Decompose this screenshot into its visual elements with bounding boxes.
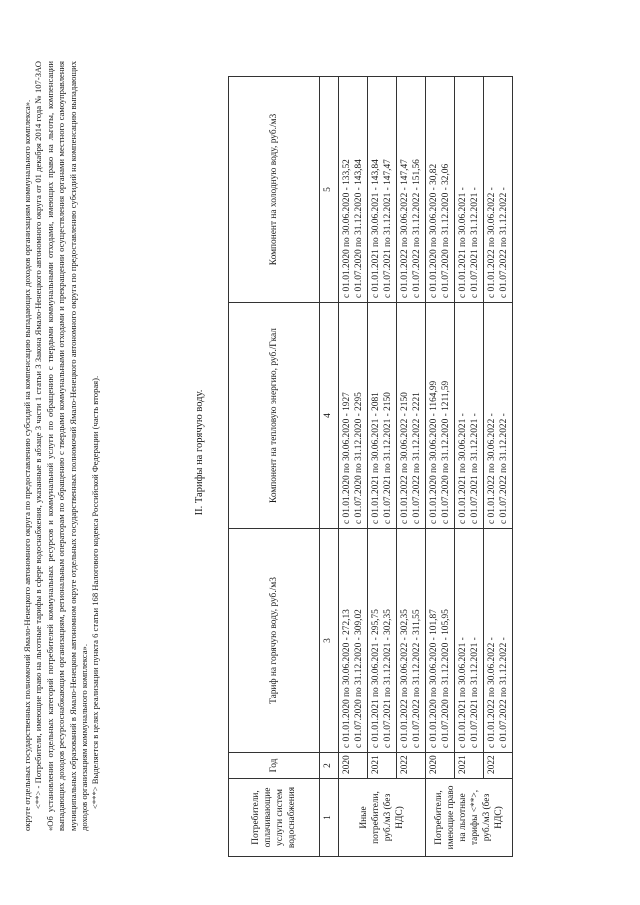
col-number: 1 xyxy=(320,779,339,857)
period-value: с 01.01.2022 по 30.06.2022 - 302,35 xyxy=(400,609,410,748)
period-value: с 01.07.2021 по 31.12.2021 - 147,47 xyxy=(383,159,393,298)
footnote-double-asterisk: <**> - Потребители, имеющие право на льготные тарифы в сфере водоснабжения, указанные в абзаце 3 части 1 статьи 3 Закона Ямало-Ненецкого автономного округа от 01 декабря 2014 года № 107-ЗАО «Об установлении отдельных категорий потребителей коммунальных ресурсов и коммунальной услуги по обращению с твердыми коммунальными отходами, имеющих право на льготы, компенсации выпадающих доходов ресурсоснабжающим организациям, региональным операторам по обращению с твердыми коммунальными отходами и прекращении осуществления органами местного самоуправления муниципальных образований в Ямало-Ненецком автономном округе отдельных государственных полномочий Ямало-Ненецкого автономного округа по предоставлению субсидий на компенсацию выпадающих доходов организациям коммунального комплекса». xyxy=(33,61,90,831)
period-value: с 01.01.2020 по 30.06.2020 - 30,82 xyxy=(429,163,439,298)
period-value: с 01.07.2020 по 31.12.2020 - 105,95 xyxy=(441,609,451,748)
period-value: с 01.07.2022 по 31.12.2022 - xyxy=(499,187,509,298)
heat-component-cell xyxy=(426,303,455,529)
period-value: с 01.07.2020 по 31.12.2020 - 143,84 xyxy=(354,159,364,298)
year-cell: 2022 xyxy=(484,753,513,779)
table-row xyxy=(426,77,455,857)
header-year: Год xyxy=(229,753,320,779)
column-number-row xyxy=(320,77,339,857)
cold-water-component-cell xyxy=(484,77,513,303)
period-value: с 01.07.2021 по 31.12.2021 - 302,35 xyxy=(383,609,393,748)
period-value: с 01.07.2022 по 31.12.2022 - 151,56 xyxy=(412,159,422,298)
heat-component-cell xyxy=(455,303,484,529)
cold-water-component-cell xyxy=(339,77,368,303)
period-value: с 01.01.2021 по 30.06.2021 - 2081 xyxy=(371,392,381,524)
period-value: с 01.07.2021 по 31.12.2021 - xyxy=(470,637,480,748)
hot-water-tariff-cell xyxy=(339,529,368,753)
hot-water-tariff-cell xyxy=(484,529,513,753)
year-cell: 2020 xyxy=(339,753,368,779)
cold-water-component-cell xyxy=(455,77,484,303)
heat-component-cell xyxy=(397,303,426,529)
header-consumers: Потребители, оплачивающие услуги систем водоснабжения xyxy=(229,779,320,857)
heat-component-cell xyxy=(368,303,397,529)
cold-water-component-cell xyxy=(397,77,426,303)
period-value: с 01.01.2022 по 30.06.2022 - 147,47 xyxy=(400,159,410,298)
hot-water-tariff-cell xyxy=(426,529,455,753)
period-value: с 01.01.2021 по 30.06.2021 - xyxy=(458,413,468,524)
header-cold-water-component: Компонент на холодную воду, руб./м3 xyxy=(229,77,320,303)
col-number: 4 xyxy=(320,303,339,529)
table-row xyxy=(339,77,368,857)
col-number: 2 xyxy=(320,753,339,779)
consumer-cell-other: Иные потребители, руб./м3 (без НДС) xyxy=(339,779,426,857)
period-value: с 01.01.2020 по 30.06.2020 - 272,13 xyxy=(342,609,352,748)
cold-water-component-cell xyxy=(368,77,397,303)
consumer-cell-privileged: Потребители, имеющие право на льготные тарифы <**>, руб./м3 (без НДС) xyxy=(426,779,513,857)
heat-component-cell xyxy=(484,303,513,529)
hot-water-tariffs-table xyxy=(228,76,513,857)
period-value: с 01.01.2022 по 30.06.2022 - xyxy=(487,187,497,298)
col-number: 3 xyxy=(320,529,339,753)
table-row xyxy=(368,77,397,857)
period-value: с 01.01.2020 по 30.06.2020 - 101,87 xyxy=(429,609,439,748)
period-value: с 01.01.2021 по 30.06.2021 - 143,84 xyxy=(371,159,381,298)
period-value: с 01.07.2022 по 31.12.2022 - 311,55 xyxy=(412,609,422,748)
year-cell: 2020 xyxy=(426,753,455,779)
period-value: с 01.07.2021 по 31.12.2021 - xyxy=(470,187,480,298)
heat-component-cell xyxy=(339,303,368,529)
table-row xyxy=(484,77,513,857)
period-value: с 01.07.2021 по 31.12.2021 - 2150 xyxy=(383,392,393,524)
period-value: с 01.01.2022 по 30.06.2022 - xyxy=(487,637,497,748)
period-value: с 01.01.2021 по 30.06.2021 - 295,75 xyxy=(371,609,381,748)
header-heat-component: Компонент на тепловую энергию, руб./Гкал xyxy=(229,303,320,529)
period-value: с 01.07.2022 по 31.12.2022 - xyxy=(499,637,509,748)
year-cell: 2021 xyxy=(368,753,397,779)
period-value: с 01.01.2022 по 30.06.2022 - 2150 xyxy=(400,392,410,524)
hot-water-tariff-cell xyxy=(397,529,426,753)
year-cell: 2022 xyxy=(397,753,426,779)
period-value: с 01.07.2020 по 31.12.2020 - 2295 xyxy=(354,392,364,524)
table-row xyxy=(455,77,484,857)
col-number: 5 xyxy=(320,77,339,303)
footnotes xyxy=(22,61,102,831)
period-value: с 01.07.2020 по 31.12.2020 - 1211,59 xyxy=(441,380,451,524)
period-value: с 01.01.2020 по 30.06.2020 - 1164,99 xyxy=(429,380,439,524)
period-value: с 01.01.2020 по 30.06.2020 - 133,52 xyxy=(342,159,352,298)
section-title: II. Тарифы на горячую воду. xyxy=(194,389,205,516)
period-value: с 01.01.2020 по 30.06.2020 - 1927 xyxy=(342,392,352,524)
period-value: с 01.07.2021 по 31.12.2021 - xyxy=(470,413,480,524)
table-row xyxy=(397,77,426,857)
cold-water-component-cell xyxy=(426,77,455,303)
period-value: с 01.07.2020 по 31.12.2020 - 32,06 xyxy=(441,163,451,298)
period-value: с 01.07.2020 по 31.12.2020 - 309,02 xyxy=(354,609,364,748)
footnote-continuation: округе отдельных государственных полномочий Ямало-Ненецкого автономного округа по предоставлению субсидий на компенсацию выпадающих доходов организациям коммунального комплекса». xyxy=(22,99,32,831)
period-value: с 01.01.2022 по 30.06.2022 - xyxy=(487,413,497,524)
period-value: с 01.01.2021 по 30.06.2021 - xyxy=(458,187,468,298)
header-hot-water-tariff: Тариф на горячую воду, руб./м3 xyxy=(229,529,320,753)
period-value: с 01.07.2022 по 31.12.2022 - xyxy=(499,413,509,524)
period-value: с 01.01.2021 по 30.06.2021 - xyxy=(458,637,468,748)
year-cell: 2021 xyxy=(455,753,484,779)
header-row xyxy=(229,77,320,857)
hot-water-tariff-cell xyxy=(368,529,397,753)
hot-water-tariff-cell xyxy=(455,529,484,753)
period-value: с 01.07.2022 по 31.12.2022 - 2221 xyxy=(412,392,422,524)
footnote-triple-asterisk: <***> Выделяется в целях реализации пункта 6 статьи 168 Налогового кодекса Российской Федерации (часть вторая). xyxy=(90,375,101,809)
